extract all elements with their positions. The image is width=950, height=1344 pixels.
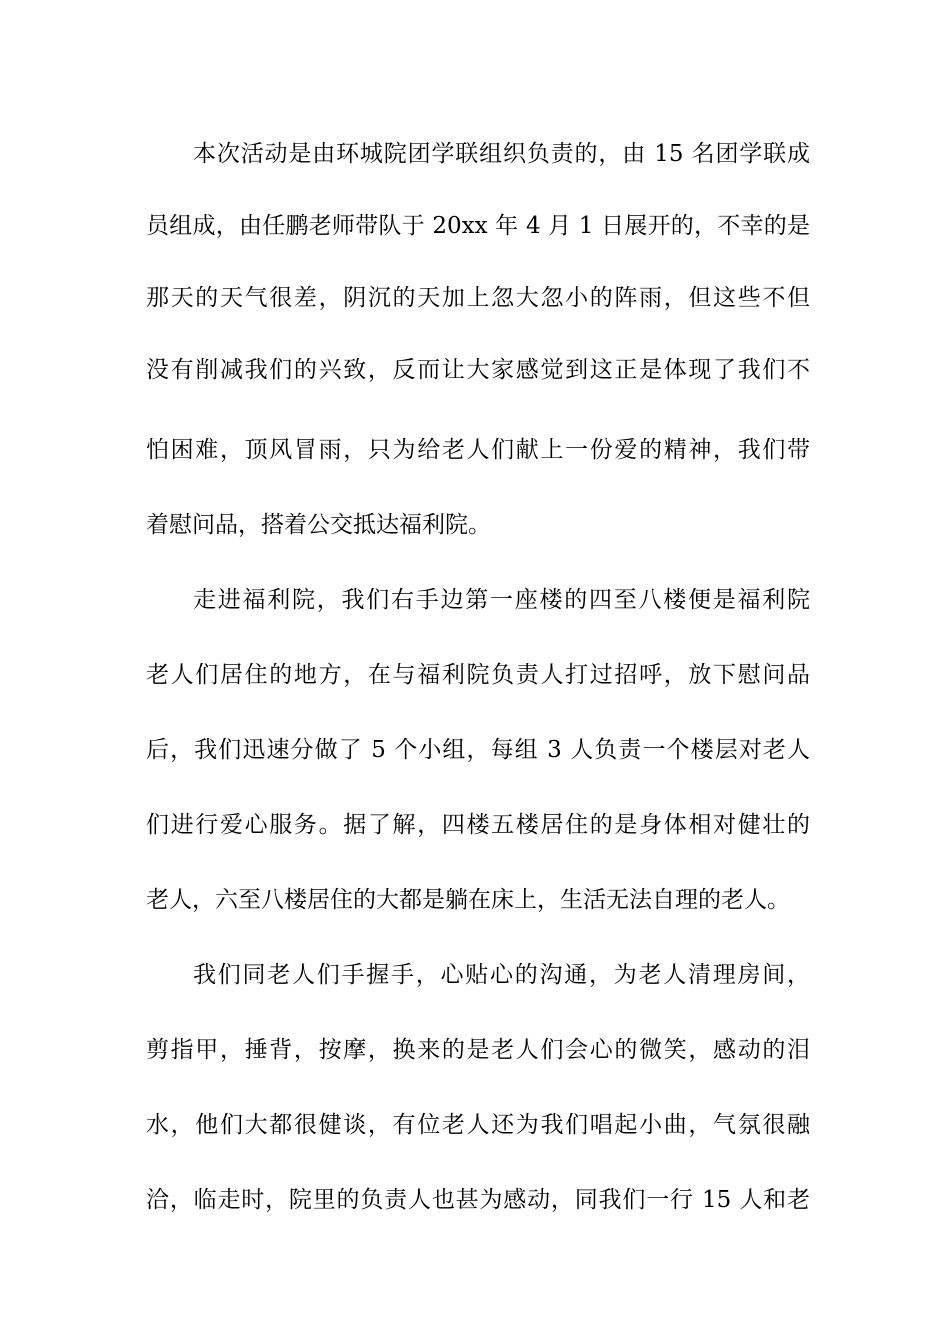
paragraph-2-line-3: 后，我们迅速分做了 5 个小组，每组 3 人负责一个楼层对老人 [146, 737, 810, 763]
paragraph-3-line-3: 水，他们大都很健谈，有位老人还为我们唱起小曲，气氛很融 [146, 1112, 810, 1138]
paragraph-1-line-4: 没有削减我们的兴致，反而让大家感觉到这正是体现了我们不 [146, 357, 810, 383]
paragraph-2-line-2: 老人们居住的地方，在与福利院负责人打过招呼，放下慰问品 [146, 662, 810, 688]
paragraph-1-line-3: 那天的天气很差，阴沉的天加上忽大忽小的阵雨，但这些不但 [146, 285, 810, 311]
paragraph-3-line-4: 洽，临走时，院里的负责人也甚为感动，同我们一行 15 人和老 [146, 1187, 810, 1213]
paragraph-1-line-1: 本次活动是由环城院团学联组织负责的，由 15 名团学联成 [193, 141, 810, 167]
paragraph-2-line-4: 们进行爱心服务。据了解，四楼五楼居住的是身体相对健壮的 [146, 812, 810, 838]
paragraph-1-line-5: 怕困难，顶风冒雨，只为给老人们献上一份爱的精神，我们带 [146, 437, 810, 463]
paragraph-3-line-1: 我们同老人们手握手，心贴心的沟通，为老人清理房间， [193, 962, 810, 988]
paragraph-2-line-1: 走进福利院，我们右手边第一座楼的四至八楼便是福利院 [193, 587, 810, 613]
paragraph-1-line-2: 员组成，由任鹏老师带队于 20xx 年 4 月 1 日展开的，不幸的是 [146, 213, 810, 239]
paragraph-1-line-6: 着慰问品，搭着公交抵达福利院。 [146, 512, 491, 538]
paragraph-2-line-5: 老人，六至八楼居住的大都是躺在床上，生活无法自理的老人。 [146, 887, 790, 913]
paragraph-3-line-2: 剪指甲，捶背，按摩，换来的是老人们会心的微笑，感动的泪 [146, 1037, 810, 1063]
